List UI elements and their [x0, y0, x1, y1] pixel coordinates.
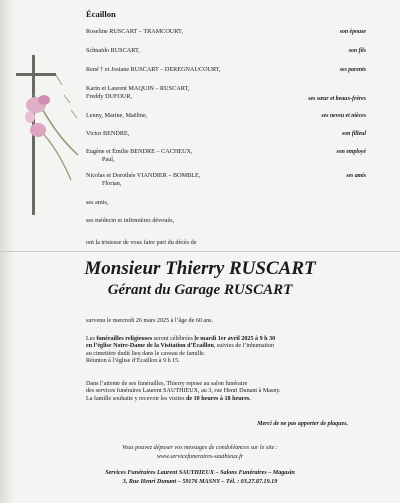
- thanks-note: Merci de ne pas apporter de plaques.: [257, 421, 348, 427]
- funeral-paragraph: [86, 336, 348, 366]
- relationship: son fils: [348, 48, 366, 54]
- relationship: ses parents: [339, 67, 366, 73]
- announcement-line: ont la tristesse de vous faire part du décès de: [86, 239, 197, 246]
- relationship: son employé: [336, 149, 366, 155]
- relative-names-line: Karin et Laurent MAQUIN – RUSCART,: [86, 85, 190, 92]
- relative-names: [86, 172, 200, 188]
- funeral-company: Services Funéraires Laurent SAUTHIEUX – Salons Funéraires – Magasin: [105, 470, 295, 476]
- relative-names: [86, 85, 189, 101]
- deceased-name: Monsieur Thierry RUSCART: [84, 258, 316, 279]
- relative-names-subline: Freddy DUFOUR,: [86, 93, 133, 100]
- relative-row: [86, 130, 366, 138]
- funeral-text: , suivies de l’inhumation: [213, 343, 275, 350]
- relative-names-subline: Florian,: [102, 180, 122, 187]
- funeral-burial: au cimetière dudit lieu dans le caveau de famille.: [86, 350, 206, 357]
- funeral-text: seront célébrées: [152, 336, 195, 342]
- relative-row: [86, 112, 366, 120]
- funeral-company-address: 3, Rue Henri Dunant – 59176 MASNY – Tél. : 03.27.87.19.19: [122, 479, 278, 485]
- relative-names-line: Nicolas et Dorothée VIANDIER – BOMBLE,: [86, 172, 201, 179]
- relative-row: [86, 47, 366, 55]
- relative-row: [86, 172, 366, 188]
- fold-line: [0, 251, 400, 252]
- funeral-text: Les: [86, 336, 97, 342]
- funeral-meeting: Réunion à l’église d’Écaillon à 9 h 15.: [86, 358, 180, 365]
- relationship: ses sœur et beaux-frères: [308, 96, 366, 102]
- relative-names-line: Eugène et Émilie BENDRE – CACHEUX,: [86, 148, 193, 155]
- wake-text: Dans l’attente de ses funérailles, Thierry repose au salon funéraire: [86, 381, 248, 387]
- friends-line: ses amis,: [86, 199, 109, 206]
- wake-text: des services funéraires Laurent SAUTHIEUX, au 3, rue Henri Dunant à Masny.: [86, 388, 281, 395]
- relative-names: [86, 148, 193, 164]
- relative-names: Lenny, Marine, Maëline,: [86, 112, 148, 119]
- visiting-hours: de 10 heures à 18 heures.: [186, 395, 251, 402]
- death-line: survenu le mercredi 26 mars 2025 à l’âge de 60 ans.: [86, 318, 214, 324]
- funeral-text-bold: funérailles religieuses: [96, 336, 153, 342]
- condolences-website: www.servicefuneraires-sauthieux.fr: [156, 454, 244, 460]
- relationship: ses neveu et nièces: [321, 113, 366, 119]
- wake-text: La famille souhaite y recevoir les visites: [86, 395, 187, 402]
- place-name: Écaillon: [86, 9, 116, 19]
- cross-with-flowers-icon: [16, 55, 96, 215]
- relative-names: Roseline RUSCART – TRAMCOURT,: [86, 28, 183, 35]
- deceased-title: Gérant du Garage RUSCART: [107, 282, 293, 298]
- relative-row: [86, 85, 366, 101]
- relationship: son filleul: [342, 131, 366, 137]
- condolences-line: Vous pouvez déposer vos messages de condoléances sur le site :: [122, 445, 278, 451]
- relative-names: Schnaïdo RUSCART,: [86, 47, 140, 54]
- relationship: son épouse: [339, 29, 366, 35]
- relative-row: [86, 28, 366, 36]
- doctors-line: ses médecin et infirmières dévoués,: [86, 217, 175, 224]
- relative-row: [86, 148, 366, 164]
- relationship: ses amis: [346, 173, 366, 179]
- wake-paragraph: [86, 381, 348, 403]
- relative-names-subline: Paul,: [102, 156, 115, 163]
- relative-row: [86, 66, 366, 74]
- relative-names: Victor BENDRE,: [86, 130, 130, 137]
- funeral-church: en l’église Notre-Dame de la Visitation d’Écaillon: [86, 343, 214, 350]
- funeral-date: le mardi 1er avril 2025 à 9 h 30: [194, 336, 276, 342]
- relative-names: René † et Josiane RUSCART – DEREGNAUCOURT,: [86, 66, 221, 73]
